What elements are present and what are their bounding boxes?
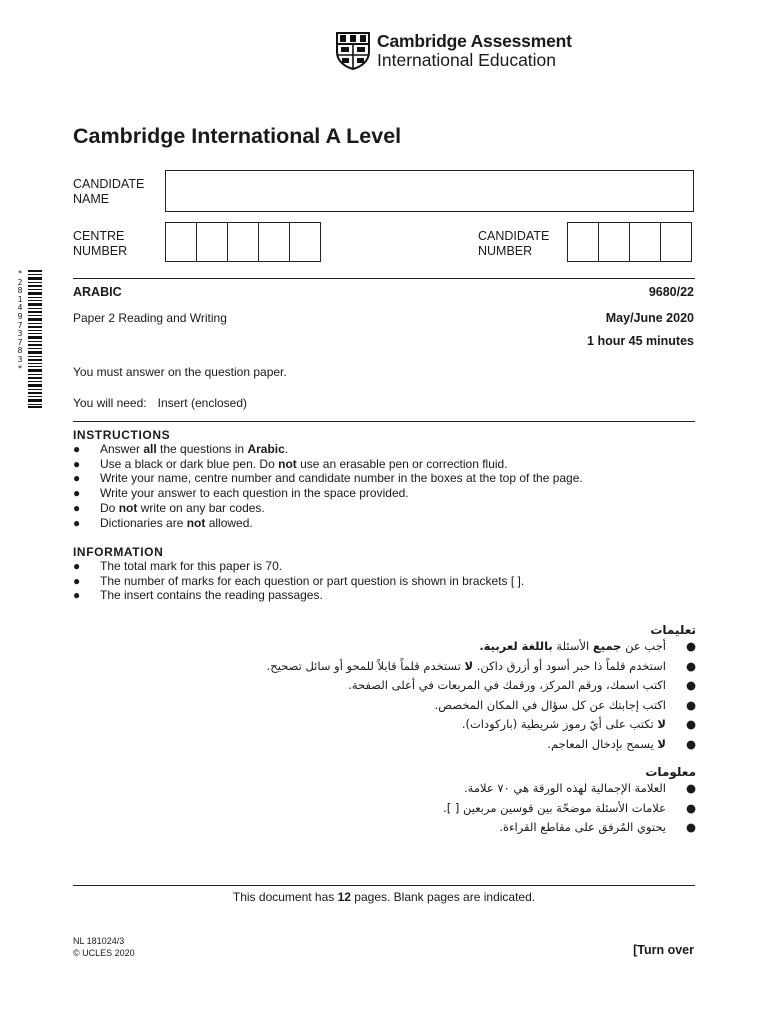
list-item: ● أجب عن جميع الأسئلة باللغة لعربية. [479, 639, 696, 653]
information-list [73, 559, 695, 603]
barcode-digit: 8 [17, 346, 23, 356]
arabic-instructions-section [136, 623, 696, 754]
list-item: ● اكتب إجابتك عن كل سؤال في المكان المخصص. [434, 697, 696, 712]
reference-code: NL 181024/3 [73, 936, 125, 946]
arabic-information-heading: معلومات [645, 765, 696, 779]
candidate-number-cell[interactable] [567, 222, 599, 262]
barcode-digit: 3 [17, 329, 23, 339]
list-item: ● The number of marks for each question or part question is shown in brackets [ ]. [73, 573, 525, 588]
candidate-name-label [73, 177, 144, 207]
materials-needed [73, 396, 247, 410]
centre-number-cell[interactable] [165, 222, 197, 262]
logo-line-2: International Education [377, 50, 557, 70]
exam-session: May/June 2020 [605, 311, 694, 325]
turn-over: [Turn over [633, 943, 694, 957]
subject: ARABIC [73, 285, 122, 299]
arabic-information-list [136, 779, 696, 838]
barcode-digit: * [17, 269, 23, 278]
list-item: ● Answer all the questions in Arabic. [73, 442, 289, 456]
centre-number-cell[interactable] [196, 222, 228, 262]
instructions-list [73, 442, 695, 530]
candidate-number-label-line-2: NUMBER [478, 244, 533, 258]
copyright: © UCLES 2020 [73, 948, 135, 958]
candidate-number-boxes[interactable] [567, 222, 692, 262]
list-item: ● The total mark for this paper is 70. [73, 559, 283, 573]
candidate-number-label [478, 229, 549, 259]
centre-number-label-line-2: NUMBER [73, 244, 128, 258]
barcode-digit: * [17, 363, 23, 373]
centre-number-cell[interactable] [289, 222, 321, 262]
cambridge-logo [336, 30, 586, 76]
list-item: ● لا يسمح بإدخال المعاجم. [547, 736, 696, 751]
centre-number-label-line-1: CENTRE [73, 229, 125, 243]
barcode-digit: 3 [17, 354, 23, 364]
barcode-digits [15, 270, 25, 373]
list-item: ● Write your answer to each question in the space provided. [73, 486, 409, 501]
instructions-section [73, 428, 695, 530]
barcode-digit: 4 [17, 303, 23, 313]
barcode-digit: 8 [17, 286, 23, 296]
barcode-digit: 9 [17, 311, 23, 321]
candidate-number-cell[interactable] [629, 222, 661, 262]
paper-name: Paper 2 Reading and Writing [73, 311, 227, 325]
list-item: ● لا تكتب على أيّ رموز شريطية (باركودات). [461, 717, 696, 731]
need-label: You will need: [73, 396, 147, 410]
information-heading: INFORMATION [73, 545, 164, 559]
logo-line-1: Cambridge Assessment [377, 31, 572, 51]
list-item: ● علامات الأسئلة موضحّة بين قوسين مربعين [ ]. [443, 800, 696, 815]
divider [73, 885, 695, 886]
candidate-name-box[interactable] [165, 170, 694, 212]
arabic-information-section [136, 765, 696, 838]
centre-number-cell[interactable] [258, 222, 290, 262]
list-item: ● استخدم قلماً ذا حبر أسود أو أزرق داكن. لا تستخدم قلماً قابلاً للمحو أو سائل تصحيح. [266, 658, 696, 673]
centre-number-label [73, 229, 127, 259]
exam-duration: 1 hour 45 minutes [587, 334, 694, 348]
arabic-instructions-heading: تعليمات [650, 623, 696, 637]
cambridge-crest-icon [336, 32, 370, 70]
list-item: ● Do not write on any bar codes. [73, 500, 265, 515]
information-section [73, 545, 695, 603]
candidate-name-label-line-2: NAME [73, 192, 110, 206]
list-item: ● اكتب اسمك، ورقم المركز، ورقمك في المربعات في أعلى الصفحة. [348, 678, 696, 692]
candidate-number-label-line-1: CANDIDATE [478, 229, 550, 243]
barcode-digit: 7 [17, 320, 23, 330]
page-title: Cambridge International A Level [73, 124, 402, 148]
candidate-name-label-line-1: CANDIDATE [73, 177, 145, 191]
divider [73, 278, 695, 279]
answer-note: You must answer on the question paper. [73, 365, 287, 379]
page-count-note: This document has 12 pages. Blank pages are indicated. [232, 890, 536, 904]
barcode-digit: 1 [17, 294, 23, 304]
list-item: ● العلامة الإجمالية لهذه الورقة هي ٧٠ علامة. [464, 781, 696, 795]
list-item: ● Write your name, centre number and candidate number in the boxes at the top of the page. [73, 471, 583, 486]
divider [73, 421, 695, 422]
list-item: ● The insert contains the reading passages. [73, 588, 323, 603]
centre-number-cell[interactable] [227, 222, 259, 262]
document-reference [73, 935, 135, 959]
list-item: ● يحتوي المُرفق على مقاطع القراءة. [499, 820, 696, 834]
barcode-digit: 2 [17, 277, 23, 287]
list-item: ● Dictionaries are not allowed. [73, 515, 253, 530]
need-value: Insert (enclosed) [157, 396, 247, 410]
arabic-instructions-list [136, 637, 696, 754]
instructions-heading: INSTRUCTIONS [73, 428, 171, 442]
centre-number-boxes[interactable] [165, 222, 321, 262]
barcode [28, 270, 42, 408]
barcode-digit: 7 [17, 337, 23, 347]
paper-code: 9680/22 [648, 285, 694, 299]
list-item: ● Use a black or dark blue pen. Do not use an erasable pen or correction fluid. [73, 456, 508, 471]
candidate-number-cell[interactable] [598, 222, 630, 262]
candidate-number-cell[interactable] [660, 222, 692, 262]
